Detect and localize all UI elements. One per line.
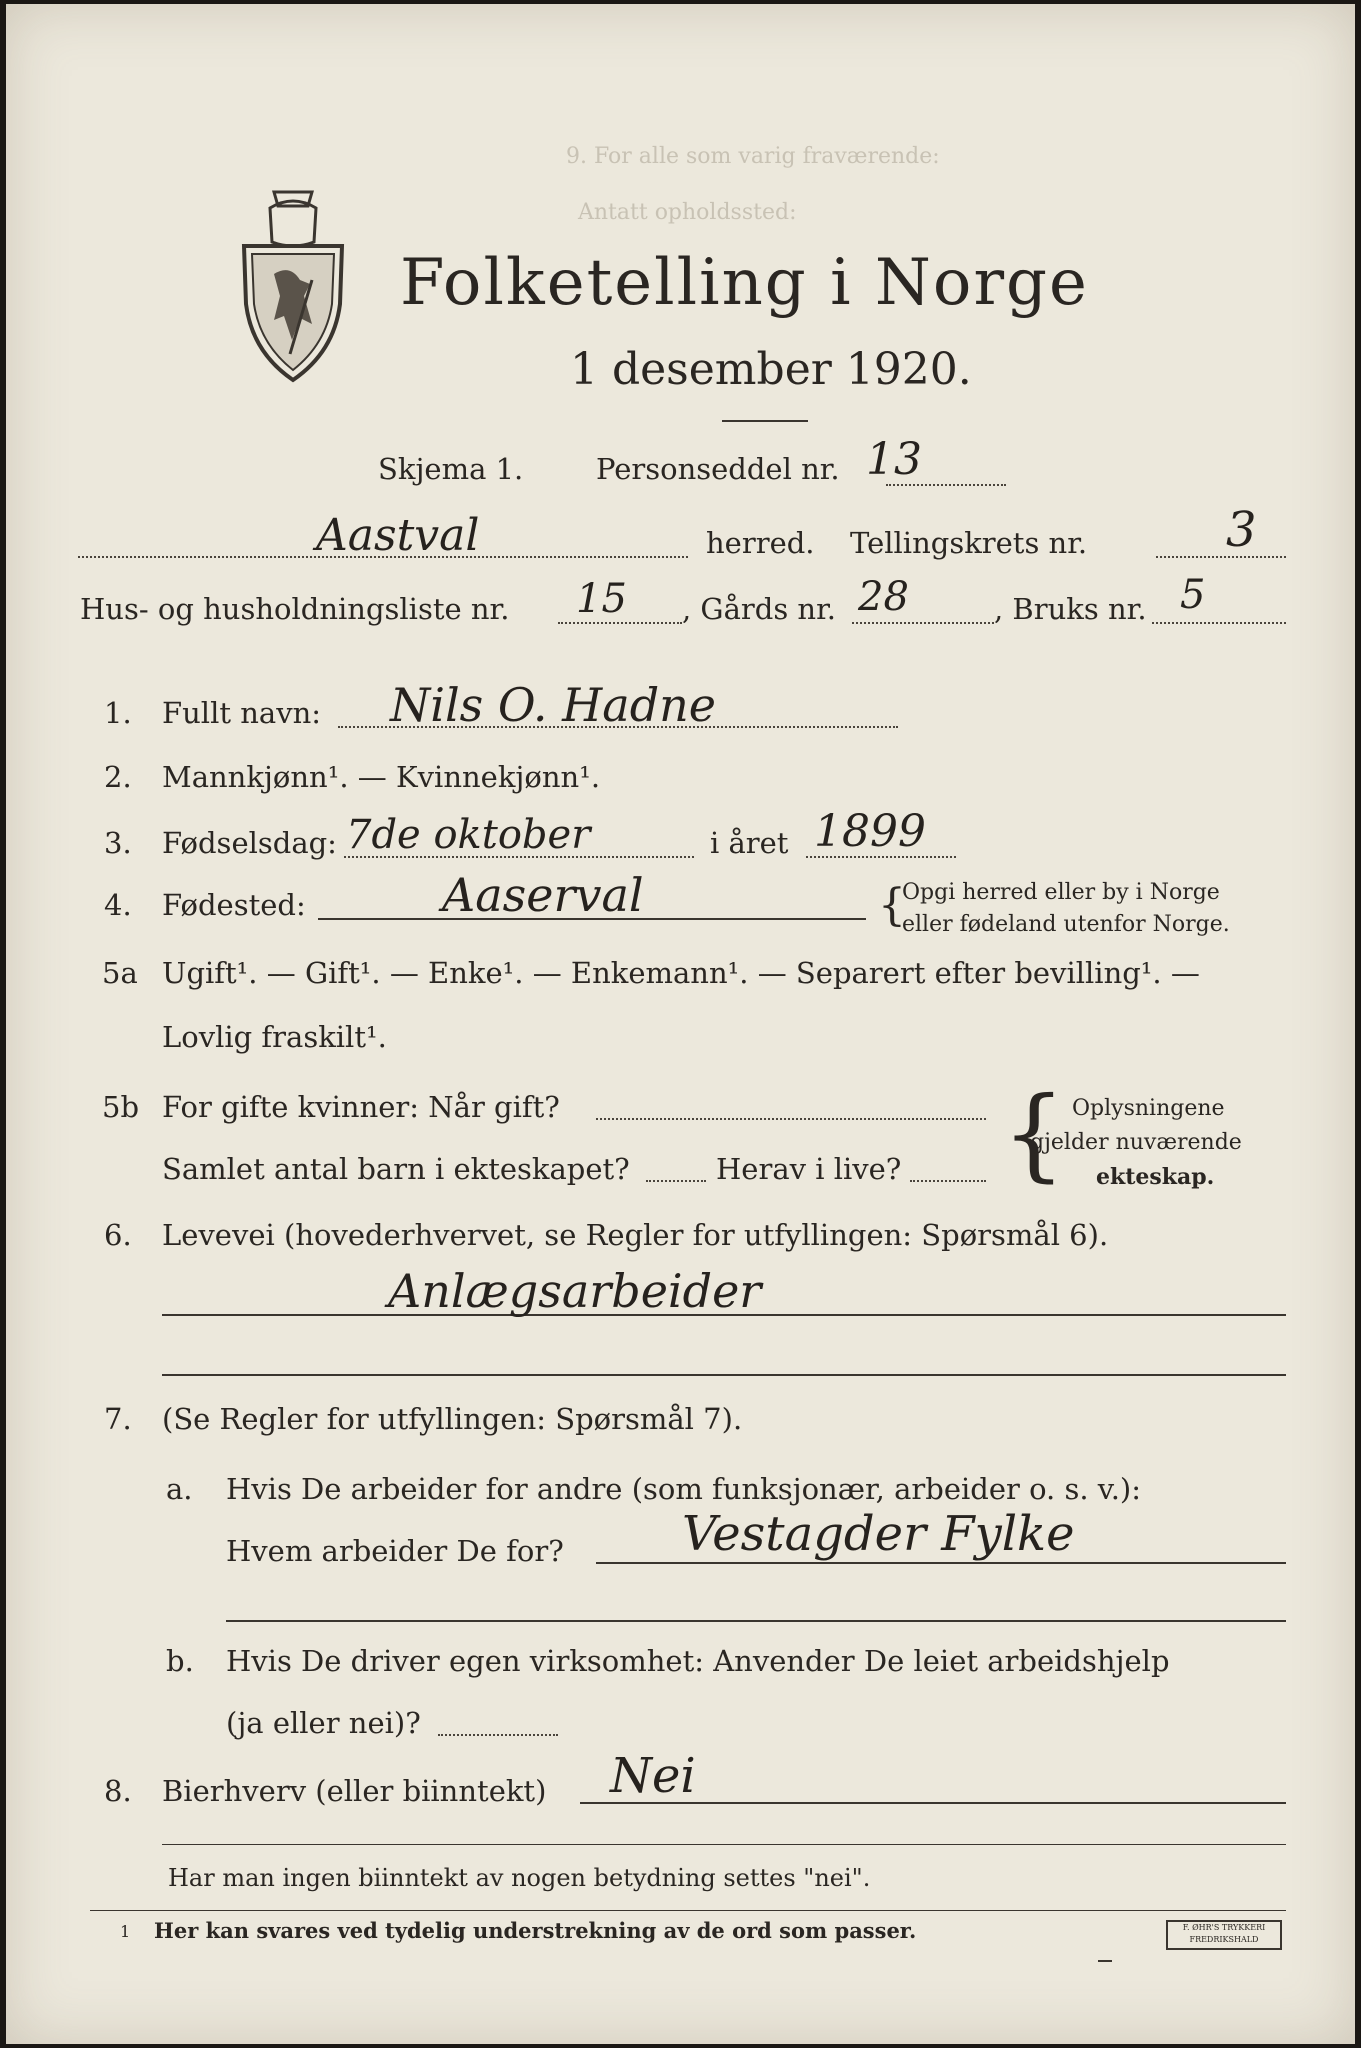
arbeider-for-field[interactable] — [596, 1562, 1286, 1564]
antal-barn-field[interactable] — [646, 1180, 706, 1182]
q7b-line-1: Hvis De driver egen virksomhet: Anvender De leiet arbeidshjelp — [226, 1644, 1170, 1678]
q5b-label-3: Herav i live? — [716, 1152, 902, 1186]
bleed-through-text: 9. For alle som varig fraværende: — [566, 144, 940, 169]
q5b-label-1: For gifte kvinner: Når gift? — [162, 1090, 560, 1124]
q5a-line-1: Ugift¹. — Gift¹. — Enke¹. — Enkemann¹. — Separert efter bevilling¹. — — [162, 956, 1200, 990]
q2-number: 2. — [104, 760, 132, 794]
q4-label: Fødested: — [162, 888, 306, 922]
arbeider-for-value: Vestagder Fylke — [682, 1506, 1075, 1562]
q2-label: Mannkjønn¹. — Kvinnekjønn¹. — [162, 760, 601, 794]
bruks-label: , Bruks nr. — [994, 592, 1147, 626]
q6-number: 6. — [104, 1218, 132, 1252]
q5b-label-2: Samlet antal barn i ekteskapet? — [162, 1152, 630, 1186]
fodested-note-1: Opgi herred eller by i Norge — [902, 880, 1220, 905]
herred-label: herred. — [706, 526, 815, 560]
husliste-field[interactable] — [558, 622, 682, 624]
fodselsdag-value: 7de oktober — [346, 812, 591, 858]
husliste-label: Hus- og husholdningsliste nr. — [80, 592, 510, 626]
fodested-note-2: eller fødeland utenfor Norge. — [902, 912, 1230, 937]
arbeider-for-field-2[interactable] — [226, 1620, 1286, 1622]
brace-icon: { — [1002, 1075, 1066, 1192]
q3-number: 3. — [104, 826, 132, 860]
q7a-line-2: Hvem arbeider De for? — [226, 1534, 564, 1568]
q4-number: 4. — [104, 888, 132, 922]
q5b-note-2: gjelder nuværende — [1030, 1130, 1242, 1155]
printer-stamp: F. ØHR'S TRYKKERI FREDRIKSHALD — [1166, 1920, 1282, 1950]
q5b-number: 5b — [102, 1090, 140, 1124]
personseddel-value: 13 — [866, 434, 922, 485]
i-live-field[interactable] — [910, 1180, 986, 1182]
footnote-text: Her kan svares ved tydelig understrekning av de ord som passer. — [154, 1918, 917, 1943]
herred-value: Aastval — [316, 510, 480, 561]
q7b-line-2: (ja eller nei)? — [226, 1706, 421, 1740]
bleed-through-text: Antatt opholdssted: — [578, 200, 797, 225]
tellingskrets-label: Tellingskrets nr. — [850, 526, 1088, 560]
q5a-line-2: Lovlig fraskilt¹. — [162, 1020, 387, 1054]
q1-label: Fullt navn: — [162, 696, 322, 730]
divider — [162, 1844, 1286, 1845]
brace-icon: { — [878, 880, 906, 931]
form-title: Folketelling i Norge — [400, 246, 1089, 320]
tellingskrets-value: 3 — [1226, 502, 1257, 558]
q7-number: 7. — [104, 1402, 132, 1436]
fodested-value: Aaserval — [442, 868, 644, 922]
q1-number: 1. — [104, 696, 132, 730]
coat-of-arms-icon — [234, 184, 352, 384]
gards-value: 28 — [858, 574, 909, 620]
census-form-page — [6, 4, 1355, 2044]
q5b-note-3: ekteskap. — [1096, 1164, 1215, 1190]
bruks-field[interactable] — [1152, 622, 1286, 624]
q6-label: Levevei (hovederhvervet, se Regler for utfyllingen: Spørsmål 6). — [162, 1218, 1109, 1252]
q7a-line-1: Hvis De arbeider for andre (som funksjonær, arbeider o. s. v.): — [226, 1472, 1142, 1506]
levevei-value: Anlægsarbeider — [388, 1264, 762, 1318]
naar-gift-field[interactable] — [596, 1118, 986, 1120]
q3-label: Fødselsdag: — [162, 826, 337, 860]
aaret-label: i året — [710, 826, 789, 860]
q7a-number: a. — [166, 1472, 193, 1506]
mark — [1098, 1960, 1112, 1962]
leiet-arbeidshjelp-field[interactable] — [438, 1734, 558, 1736]
q5b-note-1: Oplysningene — [1072, 1096, 1225, 1121]
title-rule — [722, 420, 808, 422]
footnote-mark: 1 — [120, 1922, 131, 1941]
q8-label: Bierhverv (eller biinntekt) — [162, 1774, 547, 1808]
levevei-field-2[interactable] — [162, 1374, 1286, 1376]
bruks-value: 5 — [1180, 572, 1206, 618]
schema-label: Skjema 1. — [378, 452, 524, 486]
tellingskrets-field[interactable] — [1156, 556, 1286, 558]
personseddel-label: Personseddel nr. — [596, 452, 840, 486]
gards-label: , Gårds nr. — [682, 592, 836, 626]
fullt-navn-value: Nils O. Hadne — [390, 678, 716, 732]
fodselsaar-value: 1899 — [814, 806, 926, 857]
q7b-number: b. — [166, 1644, 194, 1678]
bierhverv-value: Nei — [610, 1748, 696, 1804]
q8-number: 8. — [104, 1774, 132, 1808]
gards-field[interactable] — [852, 622, 994, 624]
q5a-number: 5a — [102, 956, 138, 990]
husliste-value: 15 — [576, 576, 627, 622]
nei-note: Har man ingen biinntekt av nogen betydning settes "nei". — [168, 1864, 871, 1892]
census-date: 1 desember 1920. — [570, 344, 972, 395]
divider — [90, 1910, 1286, 1911]
q7-label: (Se Regler for utfyllingen: Spørsmål 7). — [162, 1402, 743, 1436]
